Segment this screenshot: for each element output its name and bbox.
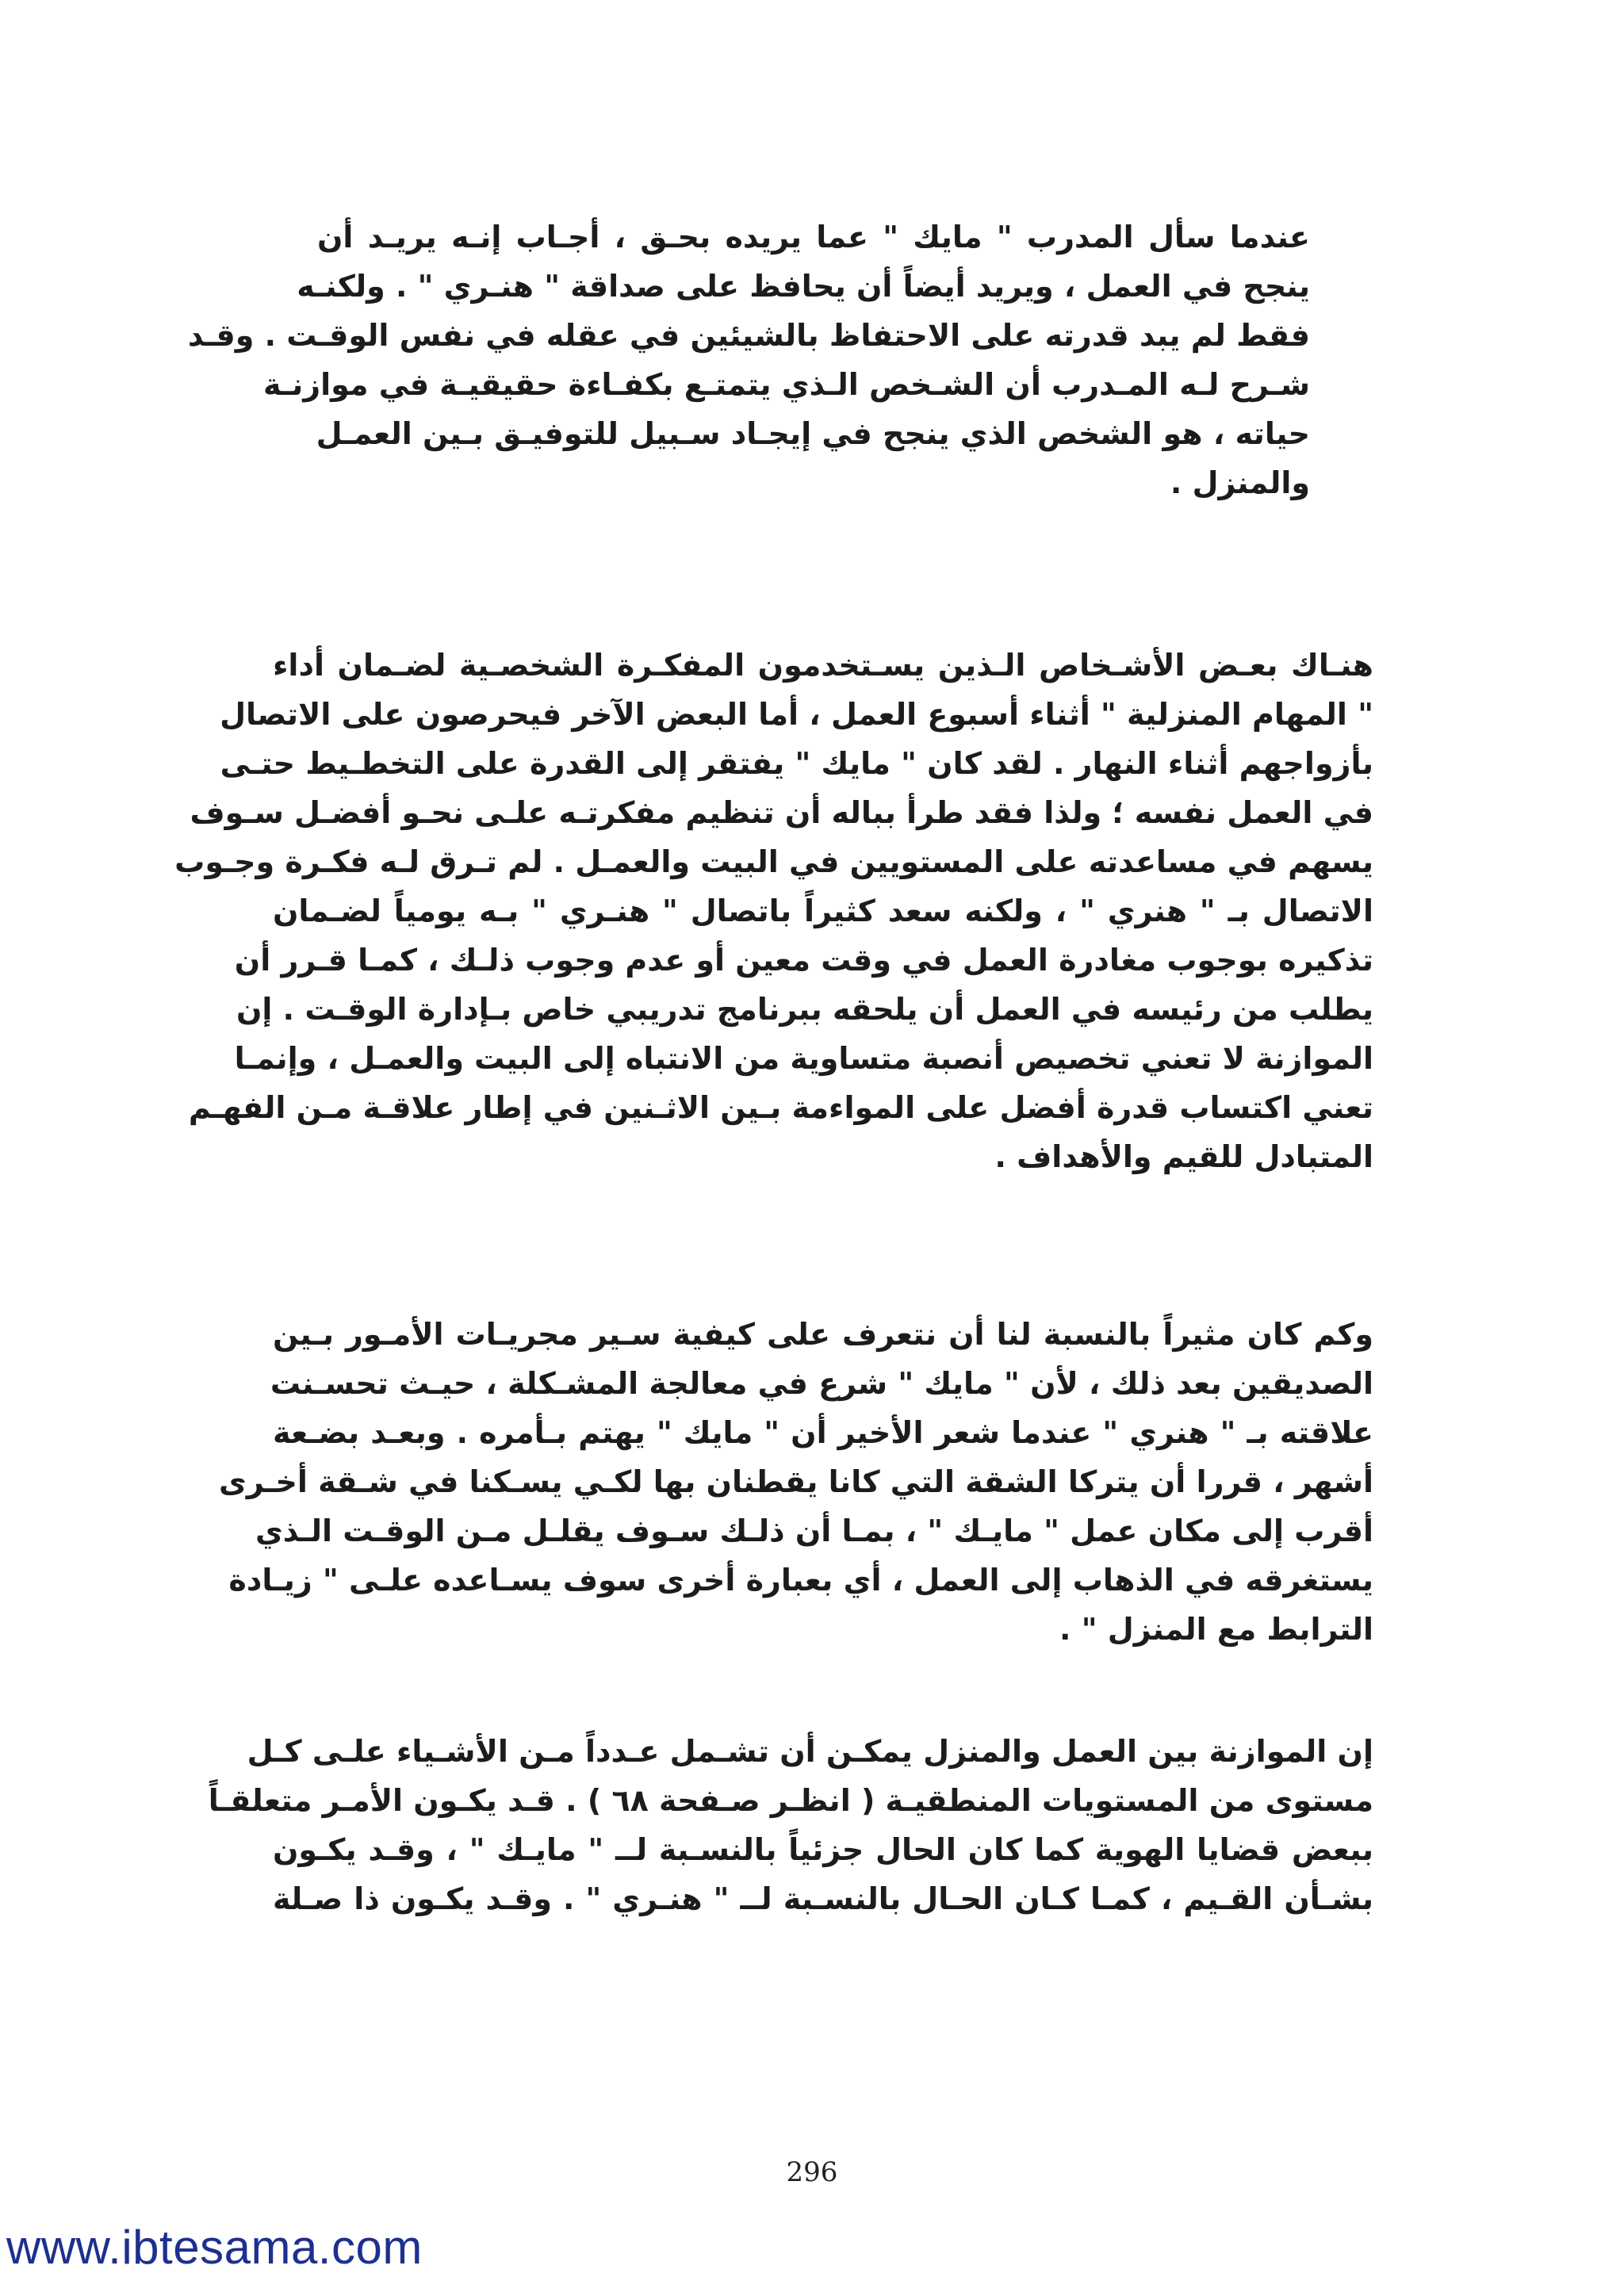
paragraph <box>187 212 1310 507</box>
text-line: هنـاك بعـض الأشـخاص الـذين يسـتخدمون المفكـرة الشخصـية لضـمان أداء <box>273 648 1373 683</box>
text-line: بأزواجهم أثناء النهار . لقد كان " مايك " يفتقر إلى القدرة على التخطـيط حتـى <box>220 746 1373 781</box>
text-line: الصديقين بعد ذلك ، لأن " مايك " شرع في معالجة المشـكلة ، حيـث تحسـنت <box>270 1366 1373 1401</box>
text-line: يطلب من رئيسه في العمل أن يلحقه ببرنامج تدريبي خاص بـإدارة الوقـت . إن <box>236 992 1373 1027</box>
text-line: الاتصال بـ " هنري " ، ولكنه سعد كثيراً باتصال " هنـري " بـه يومياً لضـمان <box>273 894 1373 928</box>
text-line: ينجح في العمل ، ويريد أيضاً أن يحافظ على صداقة " هنـري " . ولكنـه <box>297 269 1310 304</box>
text-line: " المهام المنزلية " أثناء أسبوع العمل ، أما البعض الآخر فيحرصون على الاتصال <box>220 697 1373 732</box>
text-line: والمنزل . <box>1170 465 1310 500</box>
text-line: تذكيره بوجوب مغادرة العمل في وقت معين أو عدم وجوب ذلـك ، كمـا قـرر أن <box>234 943 1373 978</box>
text-line: عندما سأل المدرب " مايك " عما يريده بحـق ، أجـاب إنـه يريـد أن <box>317 220 1310 254</box>
paragraph <box>219 1310 1373 1654</box>
paragraph <box>174 641 1373 1181</box>
page-number: 296 <box>786 2156 838 2188</box>
text-line: مستوى من المستويات المنطقيـة ( انظـر صـفحة ٦٨ ) . قـد يكـون الأمـر متعلقـاً <box>208 1783 1373 1818</box>
text-line: وكم كان مثيراً بالنسبة لنا أن نتعرف على كيفية سـير مجريـات الأمـور بـين <box>273 1317 1373 1352</box>
text-line: في العمل نفسه ؛ ولذا فقد طرأ بباله أن تنظيم مفكرتـه علـى نحـو أفضـل سـوف <box>190 795 1373 830</box>
text-line: تعني اكتساب قدرة أفضل على المواءمة بـين الاثـنين في إطار علاقـة مـن الفهـم <box>188 1090 1373 1125</box>
text-line: المتبادل للقيم والأهداف . <box>994 1139 1373 1174</box>
watermark-url: www.ibtesama.com <box>6 2221 423 2274</box>
text-line: ببعض قضايا الهوية كما كان الحال جزئياً بالنسـبة لــ " مايـك " ، وقـد يكـون <box>273 1832 1373 1867</box>
text-line: الموازنة لا تعني تخصيص أنصبة متساوية من الانتباه إلى البيت والعمـل ، وإنمـا <box>234 1041 1373 1076</box>
text-line: يسهم في مساعدته على المستويين في البيت والعمـل . لم تـرق لـه فكـرة وجـوب <box>174 844 1373 879</box>
text-line: بشـأن القـيم ، كمـا كـان الحـال بالنسـبة لــ " هنـري " . وقـد يكـون ذا صـلة <box>273 1881 1373 1916</box>
text-line: إن الموازنة بين العمل والمنزل يمكـن أن تشـمل عـدداً مـن الأشـياء علـى كـل <box>247 1734 1373 1769</box>
paragraph <box>208 1727 1373 1923</box>
text-line: الترابط مع المنزل " . <box>1059 1612 1373 1647</box>
text-line: أشهر ، قررا أن يتركا الشقة التي كانا يقطنان بها لكـي يسـكنا في شـقة أخـرى <box>219 1464 1373 1499</box>
text-line: شـرح لـه المـدرب أن الشـخص الـذي يتمتـع بكفـاءة حقيقيـة في موازنـة <box>262 367 1310 402</box>
text-line: فقط لم يبد قدرته على الاحتفاظ بالشيئين في عقله في نفس الوقـت . وقـد <box>187 318 1310 353</box>
text-line: أقرب إلى مكان عمل " مايـك " ، بمـا أن ذلـك سـوف يقلـل مـن الوقـت الـذي <box>255 1513 1373 1548</box>
text-line: علاقته بـ " هنري " عندما شعر الأخير أن " مايك " يهتم بـأمره . وبعـد بضـعة <box>273 1415 1373 1450</box>
text-line: حياته ، هو الشخص الذي ينجح في إيجـاد سـبيل للتوفيـق بـين العمـل <box>316 416 1310 451</box>
text-line: يستغرقه في الذهاب إلى العمل ، أي بعبارة أخرى سوف يسـاعده علـى " زيـادة <box>228 1563 1373 1598</box>
